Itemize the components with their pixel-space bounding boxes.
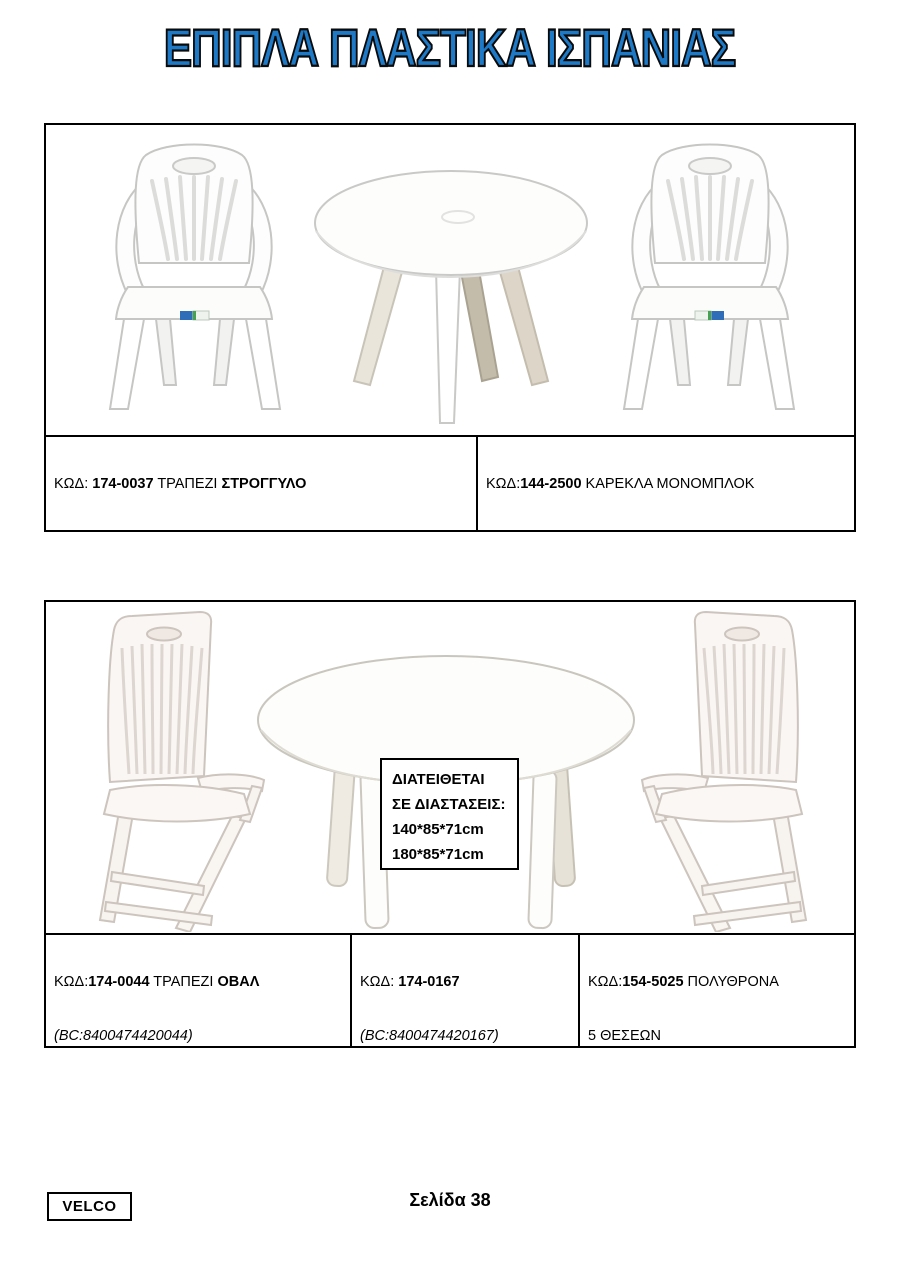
folding-armchair-right-image	[624, 610, 852, 932]
note-line: 140*85*71cm	[392, 821, 484, 838]
product-photo-set-1	[46, 125, 854, 435]
monoblock-chair-left-image	[88, 139, 300, 431]
product-spec-154-5025	[578, 935, 854, 1046]
product-spec-174-0167	[350, 935, 578, 1046]
note-line: 180*85*71cm	[392, 846, 484, 863]
product-photo-set-2	[46, 602, 854, 933]
monoblock-chair-right-image	[604, 139, 816, 431]
available-dimensions-note	[380, 758, 519, 870]
round-table-image	[308, 167, 594, 429]
spec-code-row: ΚΩΔ:174-0044 ΤΡΑΠΕΖΙ ΟΒΑΛ	[54, 974, 260, 990]
page-title: ΕΠΙΠΛΑ ΠΛΑΣΤΙΚΑ ΙΣΠΑΝΙΑΣ	[164, 18, 736, 78]
spec-code-row: ΚΩΔ:154-5025 ΠΟΛΥΘΡΟΝΑ	[588, 974, 779, 990]
spec-table-set-2	[46, 933, 854, 1046]
spec-barcode-row: (BC:8400474420167)	[360, 1028, 499, 1044]
product-spec-174-0044	[46, 935, 350, 1046]
page-header	[0, 18, 900, 78]
spec-barcode-row	[486, 529, 848, 530]
note-line: ΣΕ ΔΙΑΣΤΑΣΕΙΣ:	[392, 796, 506, 813]
spec-barcode-row	[54, 529, 470, 530]
spec-code-row: ΚΩΔ:144-2500 ΚΑΡΕΚΛΑ ΜΟΝΟΜΠΛΟΚ	[486, 476, 755, 492]
spec-code-row: ΚΩΔ: 174-0167	[360, 974, 460, 990]
product-set-round-table	[44, 123, 856, 532]
spec-barcode-row: (BC:8400474420044)	[54, 1028, 193, 1044]
spec-desc-row: 5 ΘΕΣΕΩΝ	[588, 1028, 661, 1044]
spec-table-set-1	[46, 435, 854, 530]
note-line: ΔΙΑΤΕΙΘΕΤΑΙ	[392, 771, 485, 788]
page-number: Σελίδα 38	[409, 1190, 491, 1210]
folding-armchair-left-image	[54, 610, 282, 932]
product-spec-144-2500	[476, 437, 854, 530]
product-spec-174-0037	[46, 437, 476, 530]
spec-code-row: ΚΩΔ: 174-0037 ΤΡΑΠΕΖΙ ΣΤΡΟΓΓΥΛΟ	[54, 476, 307, 492]
product-set-oval-table	[44, 600, 856, 1048]
footer-brand-label: VELCO	[62, 1198, 117, 1215]
